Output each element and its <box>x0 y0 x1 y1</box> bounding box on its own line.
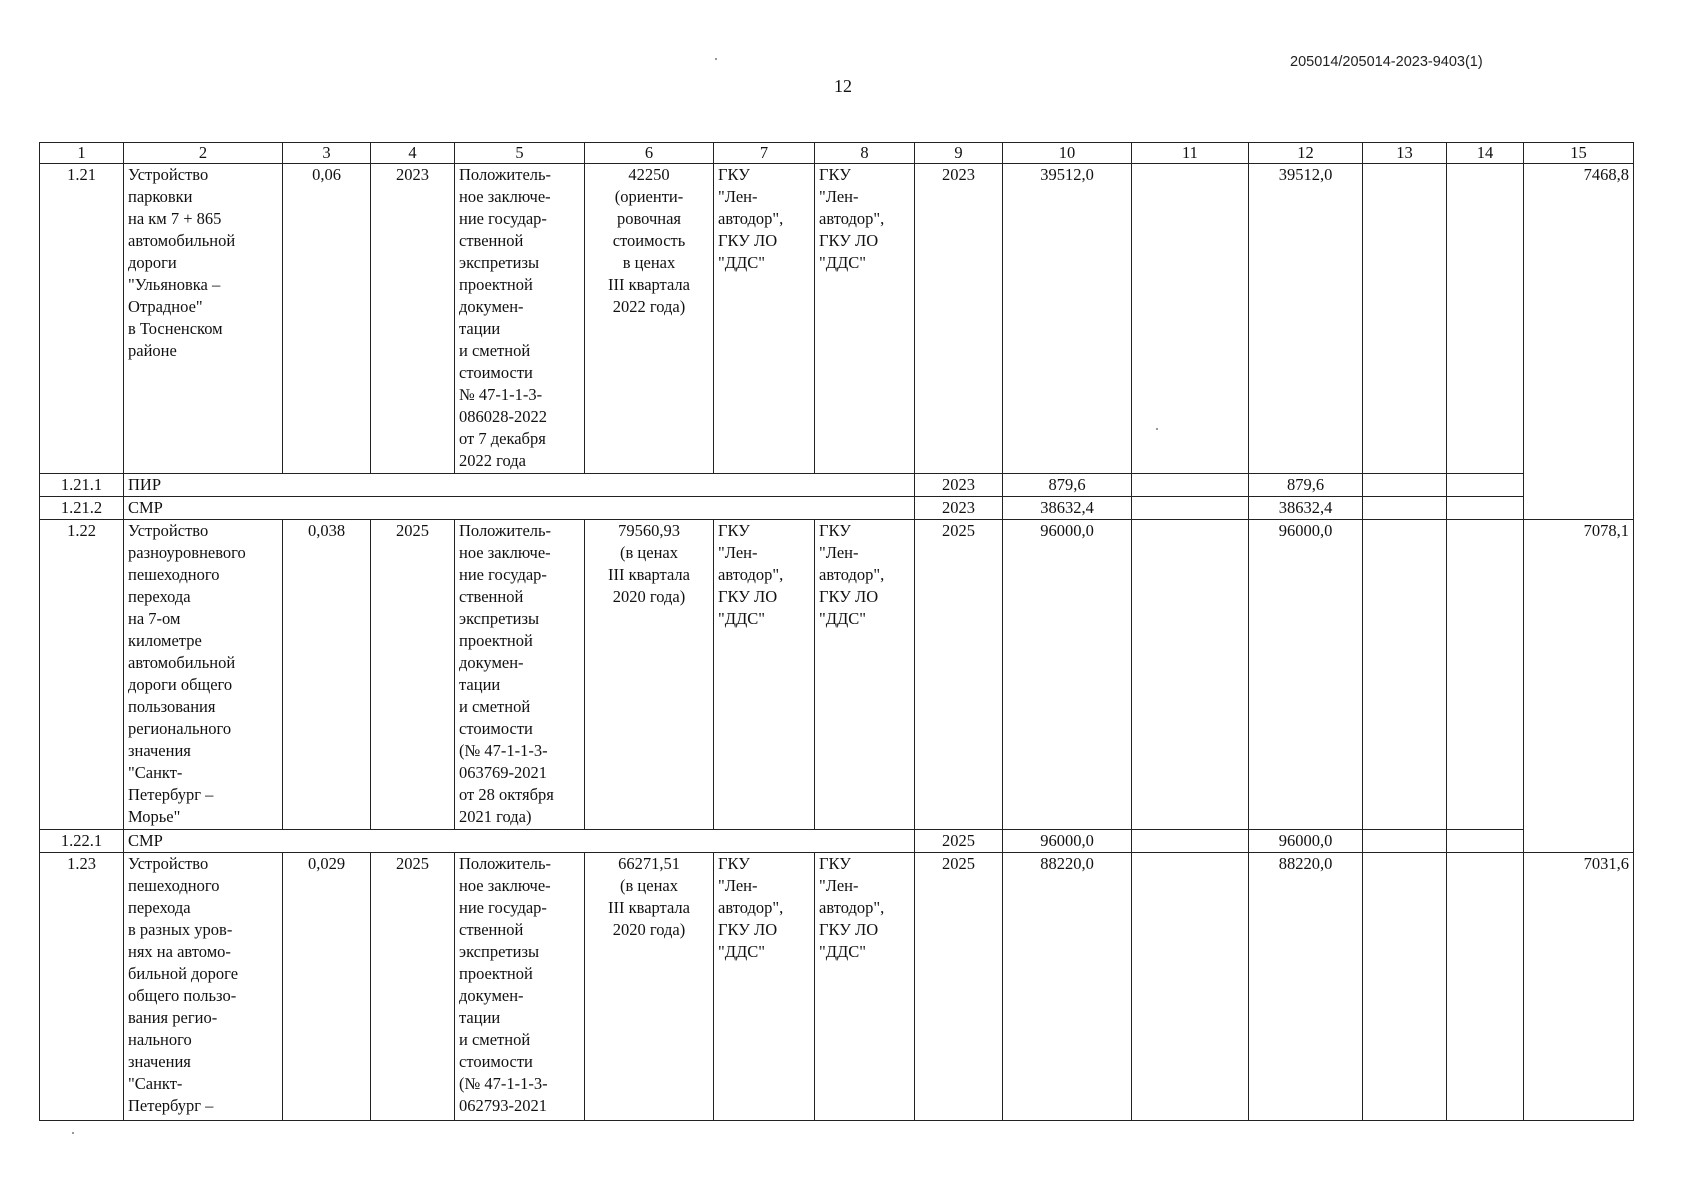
estimated-cost: 66271,51 (в ценах III квартала 2020 года) <box>585 853 714 1121</box>
table-row <box>40 853 1634 1121</box>
developer: ГКУ "Лен- автодор", ГКУ ЛО "ДДС" <box>815 164 915 474</box>
stage-name: ПИР <box>124 474 915 497</box>
column-header: 1 <box>40 143 124 164</box>
total-amount: 96000,0 <box>1003 830 1132 853</box>
estimated-cost: 79560,93 (в ценах III квартала 2020 года) <box>585 520 714 830</box>
period-year: 2025 <box>915 853 1003 1121</box>
budget-amount: 39512,0 <box>1249 164 1363 474</box>
scan-speck <box>72 1132 74 1134</box>
column-header: 3 <box>283 143 371 164</box>
empty-cell <box>1132 853 1249 1121</box>
expertise-conclusion: Положитель- ное заключе- ние государ- ственной экспретизы проектной докумен- тации и сметной стоимости № 47-1-1-3- 086028-2022 от 7 декабря 2022 года <box>455 164 585 474</box>
unit-cost: 7468,8 <box>1524 164 1634 520</box>
total-amount: 38632,4 <box>1003 497 1132 520</box>
row-number: 1.21.2 <box>40 497 124 520</box>
empty-cell <box>1447 830 1524 853</box>
column-header: 5 <box>455 143 585 164</box>
budget-amount: 96000,0 <box>1249 520 1363 830</box>
column-header: 10 <box>1003 143 1132 164</box>
year-value: 2023 <box>371 164 455 474</box>
total-amount: 39512,0 <box>1003 164 1132 474</box>
document-id: 205014/205014-2023-9403(1) <box>1290 54 1483 70</box>
row-number: 1.22 <box>40 520 124 830</box>
empty-cell <box>1132 497 1249 520</box>
empty-cell <box>1363 830 1447 853</box>
period-year: 2023 <box>915 474 1003 497</box>
period-year: 2023 <box>915 164 1003 474</box>
column-header: 8 <box>815 143 915 164</box>
customer: ГКУ "Лен- автодор", ГКУ ЛО "ДДС" <box>714 520 815 830</box>
empty-cell <box>1363 497 1447 520</box>
column-header: 2 <box>124 143 283 164</box>
column-header: 7 <box>714 143 815 164</box>
column-header: 11 <box>1132 143 1249 164</box>
column-header: 13 <box>1363 143 1447 164</box>
empty-cell <box>1132 164 1249 474</box>
total-amount: 88220,0 <box>1003 853 1132 1121</box>
stage-name: СМР <box>124 830 915 853</box>
empty-cell <box>1447 497 1524 520</box>
table-row <box>40 164 1634 474</box>
capacity-value: 0,06 <box>283 164 371 474</box>
unit-cost: 7078,1 <box>1524 520 1634 853</box>
row-number: 1.23 <box>40 853 124 1121</box>
empty-cell <box>1132 474 1249 497</box>
developer: ГКУ "Лен- автодор", ГКУ ЛО "ДДС" <box>815 853 915 1121</box>
customer: ГКУ "Лен- автодор", ГКУ ЛО "ДДС" <box>714 853 815 1121</box>
budget-amount: 38632,4 <box>1249 497 1363 520</box>
expertise-conclusion: Положитель- ное заключе- ние государ- ственной экспретизы проектной докумен- тации и сметной стоимости (№ 47-1-1-3- 062793-2021 <box>455 853 585 1121</box>
empty-cell <box>1363 474 1447 497</box>
row-number: 1.21.1 <box>40 474 124 497</box>
period-year: 2023 <box>915 497 1003 520</box>
object-name: Устройство пешеходного перехода в разных уров- нях на автомо- бильной дороге общего пользо- вания регио- нального значения "Санкт- Петербург – <box>124 853 283 1121</box>
stage-name: СМР <box>124 497 915 520</box>
column-header: 14 <box>1447 143 1524 164</box>
budget-amount: 879,6 <box>1249 474 1363 497</box>
object-name: Устройство парковки на км 7 + 865 автомобильной дороги "Ульяновка – Отрадное" в Тосненском районе <box>124 164 283 474</box>
year-value: 2025 <box>371 520 455 830</box>
period-year: 2025 <box>915 830 1003 853</box>
empty-cell <box>1132 830 1249 853</box>
budget-amount: 88220,0 <box>1249 853 1363 1121</box>
column-number-row <box>40 143 1634 164</box>
row-number: 1.22.1 <box>40 830 124 853</box>
empty-cell <box>1363 853 1447 1121</box>
empty-cell <box>1447 474 1524 497</box>
budget-amount: 96000,0 <box>1249 830 1363 853</box>
investment-table <box>39 142 1634 1121</box>
empty-cell <box>1363 520 1447 830</box>
empty-cell <box>1363 164 1447 474</box>
table-row <box>40 520 1634 830</box>
developer: ГКУ "Лен- автодор", ГКУ ЛО "ДДС" <box>815 520 915 830</box>
row-number: 1.21 <box>40 164 124 474</box>
empty-cell <box>1447 520 1524 830</box>
customer: ГКУ "Лен- автодор", ГКУ ЛО "ДДС" <box>714 164 815 474</box>
period-year: 2025 <box>915 520 1003 830</box>
object-name: Устройство разноуровневого пешеходного перехода на 7-ом километре автомобильной дороги общего пользования регионального значения "Санкт- Петербург – Морье" <box>124 520 283 830</box>
column-header: 9 <box>915 143 1003 164</box>
capacity-value: 0,029 <box>283 853 371 1121</box>
expertise-conclusion: Положитель- ное заключе- ние государ- ственной экспретизы проектной докумен- тации и сметной стоимости (№ 47-1-1-3- 063769-2021 от 28 октября 2021 года) <box>455 520 585 830</box>
table-row <box>40 474 1634 497</box>
empty-cell <box>1447 853 1524 1121</box>
total-amount: 879,6 <box>1003 474 1132 497</box>
year-value: 2025 <box>371 853 455 1121</box>
scan-speck <box>715 58 717 60</box>
capacity-value: 0,038 <box>283 520 371 830</box>
column-header: 15 <box>1524 143 1634 164</box>
empty-cell <box>1132 520 1249 830</box>
column-header: 6 <box>585 143 714 164</box>
empty-cell <box>1447 164 1524 474</box>
total-amount: 96000,0 <box>1003 520 1132 830</box>
scan-speck <box>1156 428 1158 430</box>
table-row <box>40 497 1634 520</box>
table-row <box>40 830 1634 853</box>
estimated-cost: 42250 (ориенти- ровочная стоимость в ценах III квартала 2022 года) <box>585 164 714 474</box>
column-header: 12 <box>1249 143 1363 164</box>
page-number: 12 <box>834 76 852 96</box>
column-header: 4 <box>371 143 455 164</box>
unit-cost: 7031,6 <box>1524 853 1634 1121</box>
